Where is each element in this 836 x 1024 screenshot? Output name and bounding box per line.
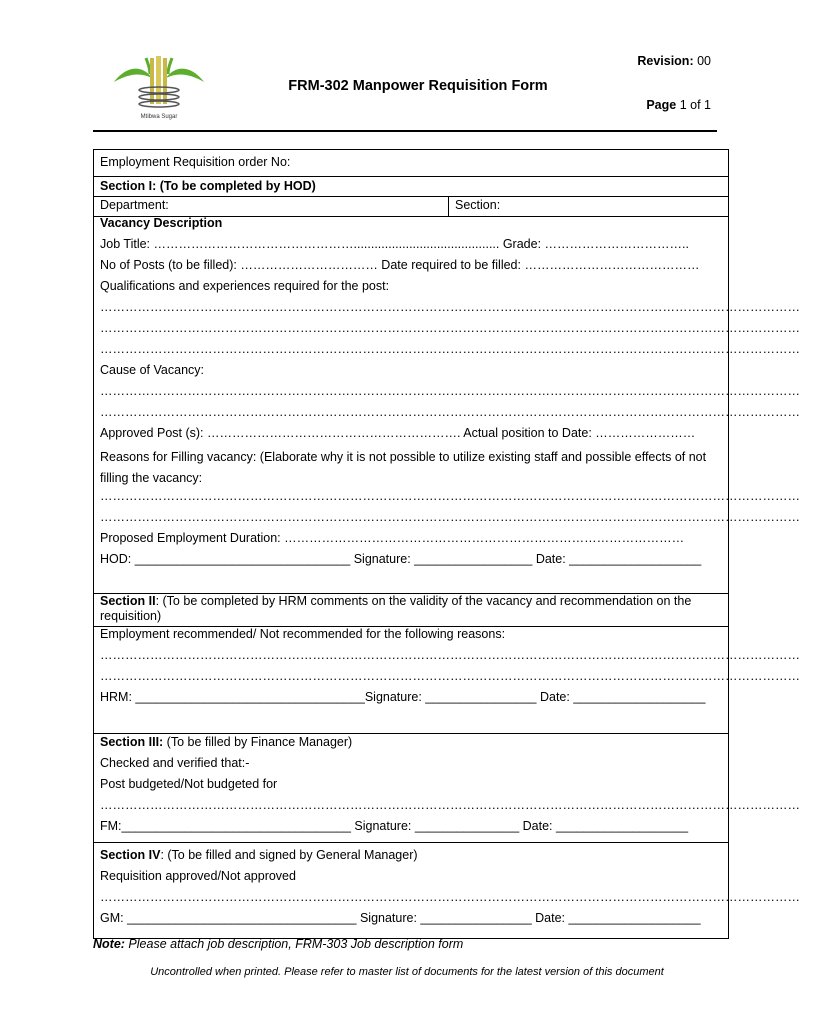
section4-heading: Section IV: (To be filled and signed by General Manager) [100, 848, 418, 862]
hod-signature-line: HOD: _______________________________ Signature: _________________ Date: ___________________ [100, 552, 702, 566]
approved-label: Requisition approved/Not approved [100, 869, 296, 883]
divider [94, 196, 728, 197]
revision: Revision: 00 [637, 54, 711, 68]
section1-heading: Section I: (To be completed by HOD) [100, 179, 316, 193]
divider [94, 176, 728, 177]
dotted-line: …………………………………………………………………………………………………………………………………………………… [100, 510, 800, 524]
dotted-line: …………………………………………………………………………………………………………………………………………………… [100, 405, 800, 419]
divider [94, 733, 728, 734]
order-no-label: Employment Requisition order No: [100, 155, 291, 169]
divider [94, 842, 728, 843]
divider [448, 196, 449, 216]
header-rule [93, 130, 717, 132]
approved-post-line: Approved Post (s): ……………………………………………………. Actual position to Date: …………………… [100, 426, 696, 440]
cause-label: Cause of Vacancy: [100, 363, 204, 377]
section-field: Section: [455, 198, 501, 212]
dotted-line: …………………………………………………………………………………………………………………………………………………… [100, 798, 800, 812]
department-field: Department: [100, 198, 169, 212]
dotted-line: …………………………………………………………………………………………………………………………………………………… [100, 300, 800, 314]
recommended-label: Employment recommended/ Not recommended for the following reasons: [100, 627, 506, 641]
budgeted-label: Post budgeted/Not budgeted for [100, 777, 278, 791]
duration-line: Proposed Employment Duration: …………………………………………………………………………………… [100, 531, 685, 545]
dotted-line: …………………………………………………………………………………………………………………………………………………… [100, 669, 800, 683]
dotted-line: …………………………………………………………………………………………………………………………………………………… [100, 890, 800, 904]
checked-label: Checked and verified that:- [100, 756, 250, 770]
dotted-line: …………………………………………………………………………………………………………………………………………………… [100, 384, 800, 398]
posts-line: No of Posts (to be filled): …………………………… Date required to be filled: …………………………………… [100, 258, 700, 272]
gm-signature-line: GM: _________________________________ Signature: ________________ Date: ___________________ [100, 911, 701, 925]
qualifications-label: Qualifications and experiences required for the post: [100, 279, 390, 293]
hrm-signature-line: HRM: _________________________________Signature: ________________ Date: ___________________ [100, 690, 706, 704]
dotted-line: …………………………………………………………………………………………………………………………………………………… [100, 342, 800, 356]
reasons-label: Reasons for Filling vacancy: (Elaborate why it is not possible to utilize existing staff and possible effects of not filling the vacancy: [100, 450, 707, 485]
requisition-form [93, 149, 800, 939]
dotted-line: …………………………………………………………………………………………………………………………………………………… [100, 489, 800, 503]
fm-signature-line: FM:_________________________________ Signature: _______________ Date: ___________________ [100, 819, 689, 833]
page-number: Page 1 of 1 [646, 98, 711, 112]
dotted-line: …………………………………………………………………………………………………………………………………………………… [100, 321, 800, 335]
vacancy-heading: Vacancy Description [100, 216, 223, 230]
form-title: FRM-302 Manpower Requisition Form [288, 78, 548, 94]
section3-heading: Section III: (To be filled by Finance Manager) [100, 735, 353, 749]
job-title-line: Job Title: ………………………………………….......................................... Grade: …………………………….. [100, 237, 689, 251]
svg-text:Mtibwa Sugar: Mtibwa Sugar [140, 114, 178, 120]
note: Note: Please attach job description, FRM-303 Job description form [93, 937, 464, 951]
section2-heading: Section II: (To be completed by HRM comments on the validity of the vacancy and recommendation on the requisition) [100, 594, 692, 623]
footer-text: Uncontrolled when printed. Please refer to master list of documents for the latest version of this document [150, 966, 664, 978]
dotted-line: …………………………………………………………………………………………………………………………………………………… [100, 648, 800, 662]
